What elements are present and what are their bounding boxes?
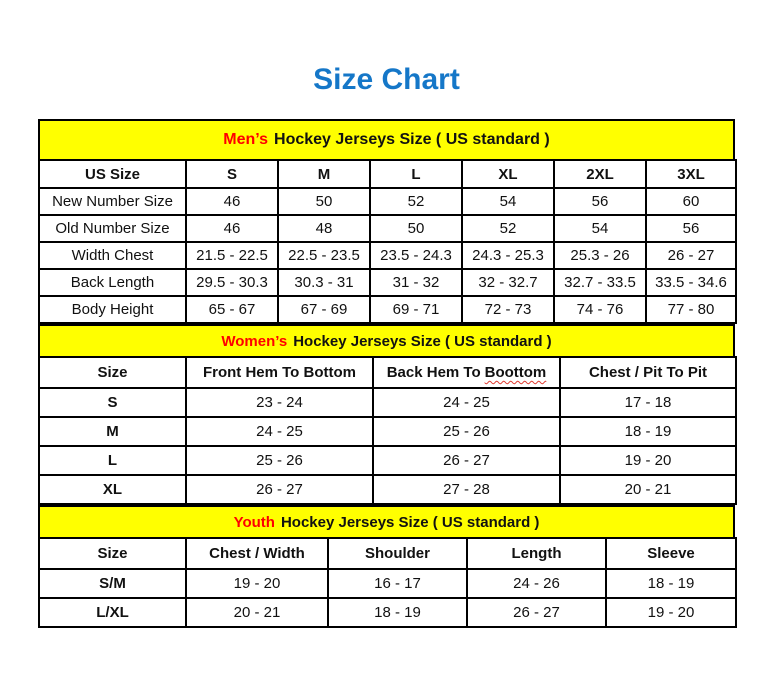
- youth-section: [38, 505, 735, 628]
- table-cell: 20 - 21: [186, 598, 328, 627]
- table-cell: 29.5 - 30.3: [186, 269, 278, 296]
- table-header-cell: Sleeve: [606, 538, 736, 569]
- table-header-cell: S: [186, 160, 278, 188]
- table-row: [39, 598, 736, 627]
- table-cell: 32.7 - 33.5: [554, 269, 646, 296]
- table-row: [39, 388, 736, 417]
- row-label-cell: Back Length: [39, 269, 186, 296]
- table-row: [39, 215, 736, 242]
- table-row: [39, 417, 736, 446]
- table-header-cell: Front Hem To Bottom: [186, 357, 373, 388]
- table-header-cell: Shoulder: [328, 538, 467, 569]
- page-title: Size Chart: [313, 63, 460, 96]
- table-cell: 65 - 67: [186, 296, 278, 323]
- table-cell: 54: [462, 188, 554, 215]
- table-cell: 25.3 - 26: [554, 242, 646, 269]
- mens-band-highlight: Men’s: [223, 131, 269, 148]
- table-cell: 48: [278, 215, 370, 242]
- womens-section: [38, 324, 735, 505]
- table-row: [39, 269, 736, 296]
- row-label-cell: Old Number Size: [39, 215, 186, 242]
- table-header-cell: US Size: [39, 160, 186, 188]
- table-cell: 26 - 27: [467, 598, 606, 627]
- table-cell: 46: [186, 215, 278, 242]
- table-cell: 54: [554, 215, 646, 242]
- youth-band-text: Hockey Jerseys Size ( US standard ): [280, 513, 540, 531]
- row-label-cell: L: [39, 446, 186, 475]
- table-cell: 24 - 25: [186, 417, 373, 446]
- table-cell: 31 - 32: [370, 269, 462, 296]
- table-row: [39, 242, 736, 269]
- table-cell: 60: [646, 188, 736, 215]
- mens-size-table: [38, 159, 737, 324]
- table-cell: 27 - 28: [373, 475, 560, 504]
- table-header-cell: 3XL: [646, 160, 736, 188]
- table-header-cell: Chest / Width: [186, 538, 328, 569]
- table-cell: 18 - 19: [328, 598, 467, 627]
- table-cell: 50: [278, 188, 370, 215]
- table-cell: 56: [554, 188, 646, 215]
- table-cell: 21.5 - 22.5: [186, 242, 278, 269]
- table-cell: 17 - 18: [560, 388, 736, 417]
- table-row: [39, 296, 736, 323]
- womens-size-table: [38, 356, 737, 505]
- youth-header-row: [39, 538, 736, 569]
- table-row: [39, 475, 736, 504]
- table-cell: 52: [462, 215, 554, 242]
- header-text: Back Hem To: [386, 364, 481, 381]
- table-cell: 52: [370, 188, 462, 215]
- misspelled-word-wavy-underline: Boottom: [484, 364, 547, 381]
- table-header-cell: [373, 357, 560, 388]
- table-cell: 77 - 80: [646, 296, 736, 323]
- table-header-cell: Size: [39, 357, 186, 388]
- table-cell: 33.5 - 34.6: [646, 269, 736, 296]
- table-cell: 26 - 27: [186, 475, 373, 504]
- mens-header-row: [39, 160, 736, 188]
- table-cell: 18 - 19: [560, 417, 736, 446]
- row-label-cell: New Number Size: [39, 188, 186, 215]
- table-cell: 67 - 69: [278, 296, 370, 323]
- document-body: [38, 62, 735, 628]
- table-cell: 26 - 27: [646, 242, 736, 269]
- youth-size-table: [38, 537, 737, 628]
- table-header-cell: L: [370, 160, 462, 188]
- table-header-cell: Length: [467, 538, 606, 569]
- table-cell: 24 - 26: [467, 569, 606, 598]
- mens-band-text: Hockey Jerseys Size ( US standard ): [274, 131, 550, 148]
- table-header-cell: M: [278, 160, 370, 188]
- table-cell: 50: [370, 215, 462, 242]
- table-cell: 23 - 24: [186, 388, 373, 417]
- row-label-cell: XL: [39, 475, 186, 504]
- table-header-cell: Size: [39, 538, 186, 569]
- table-cell: 72 - 73: [462, 296, 554, 323]
- table-cell: 30.3 - 31: [278, 269, 370, 296]
- table-cell: 24 - 25: [373, 388, 560, 417]
- table-cell: 46: [186, 188, 278, 215]
- table-cell: 16 - 17: [328, 569, 467, 598]
- table-row: [39, 188, 736, 215]
- table-header-cell: Chest / Pit To Pit: [560, 357, 736, 388]
- row-label-cell: L/XL: [39, 598, 186, 627]
- row-label-cell: Body Height: [39, 296, 186, 323]
- table-header-cell: XL: [462, 160, 554, 188]
- table-cell: 24.3 - 25.3: [462, 242, 554, 269]
- youth-section-band: [38, 505, 735, 537]
- womens-section-band: [38, 324, 735, 356]
- table-cell: 74 - 76: [554, 296, 646, 323]
- table-cell: 19 - 20: [606, 598, 736, 627]
- table-cell: 32 - 32.7: [462, 269, 554, 296]
- table-cell: 22.5 - 23.5: [278, 242, 370, 269]
- table-cell: 23.5 - 24.3: [370, 242, 462, 269]
- table-row: [39, 569, 736, 598]
- table-header-cell: 2XL: [554, 160, 646, 188]
- mens-section-band: [38, 119, 735, 159]
- womens-header-row: [39, 357, 736, 388]
- row-label-cell: S/M: [39, 569, 186, 598]
- mens-section: [38, 119, 735, 324]
- table-cell: 18 - 19: [606, 569, 736, 598]
- table-cell: 19 - 20: [560, 446, 736, 475]
- row-label-cell: Width Chest: [39, 242, 186, 269]
- table-cell: 25 - 26: [373, 417, 560, 446]
- table-cell: 20 - 21: [560, 475, 736, 504]
- table-cell: 69 - 71: [370, 296, 462, 323]
- table-cell: 56: [646, 215, 736, 242]
- womens-band-text: Hockey Jerseys Size ( US standard ): [293, 332, 552, 350]
- youth-band-highlight: Youth: [233, 513, 275, 531]
- womens-band-highlight: Women’s: [221, 332, 288, 350]
- table-cell: 25 - 26: [186, 446, 373, 475]
- table-cell: 19 - 20: [186, 569, 328, 598]
- row-label-cell: M: [39, 417, 186, 446]
- table-row: [39, 446, 736, 475]
- row-label-cell: S: [39, 388, 186, 417]
- table-cell: 26 - 27: [373, 446, 560, 475]
